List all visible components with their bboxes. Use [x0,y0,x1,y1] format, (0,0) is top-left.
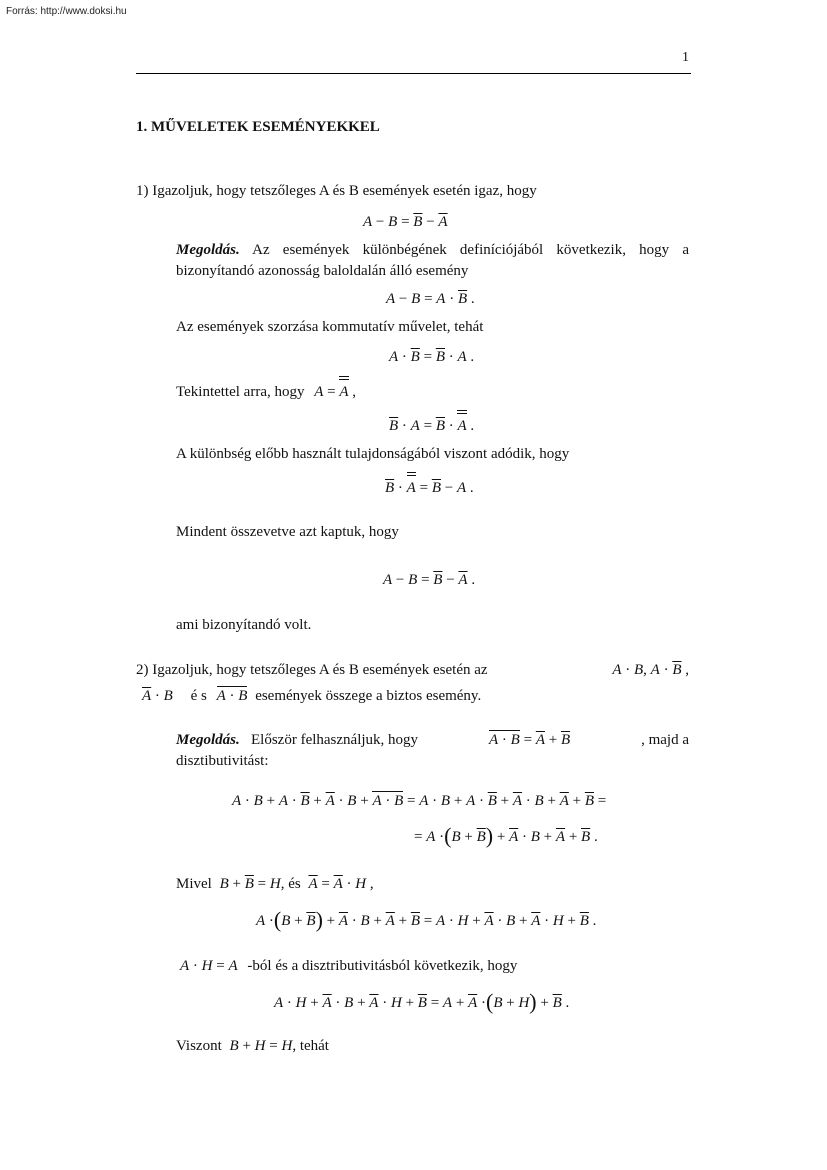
formula-commutative: $A \cdot \overline{B} = \overline{B} \cdot A$ . [389,349,475,365]
problem1-commutative-text: Az események szorzása kommutatív művelet, tehát [176,319,484,335]
problem2-statement-line1: 2) Igazoljuk, hogy tetszőleges A és B események esetén az A · B, $A \cdot \overline{B}$ , [136,660,689,681]
problem2-solution-line2: disztibutivitást: [176,753,269,769]
formula-distributive: = $A \cdot(B + \overline{B}) + \overline{A} \cdot B + \overline{A} + \overline{B}$ . [414,823,598,848]
formula-sum-expansion: $A \cdot B + A \cdot \overline{B} + \overline{A} \cdot B + A \cdot B = A \cdot B + A \cdot \overline{B} + \overline{A} \cdot B + \overline{A} + \overline{B}$ = [232,793,607,809]
solution-text-1: Az események különbégének definíciójából következik, hogy a [252,242,689,258]
solution2-text: Először felhasználjuk, hogy [251,732,419,748]
problem2-statement-tail: események összege a biztos esemény. [255,688,482,704]
source-label: Forrás: http://www.doksi.hu [6,6,127,17]
page-number: 1 [682,50,689,65]
problem1-double-complement-line: Tekintettel arra, hogy A = A , [176,382,356,403]
problem2-viszont-line: Viszont B + H = H, tehát [176,1038,329,1054]
problem1-statement: 1) Igazoljuk, hogy tetszőleges A és B események esetén igaz, hogy [136,183,537,199]
text-tekintettel: Tekintettel arra, hogy [176,384,305,400]
formula-difference-def: $A - B = A \cdot \overline{B}$ . [386,291,475,307]
header-rule [136,73,691,74]
text-es2: , és [280,876,301,892]
problem2-statement-line2: $\overline{A} \cdot B$ é s A · B események összege a biztos esemény. [142,688,482,704]
problem2-mivel-line: Mivel $B + \overline{B} = H$, és $\overline{A} = \overline{A} \cdot H$ , [176,876,374,892]
solution-label: Megoldás. [176,242,240,258]
solution2-text-b: , majd a [641,732,689,748]
problem1-summary-text: Mindent összevetve azt kaptuk, hogy [176,524,399,540]
text-bol: -ból és a disztributivitásból következik, hogy [247,958,518,974]
problem1-solution-line1 [176,240,689,261]
problem1-solution-line2: bizonyítandó azonosság baloldalán álló esemény [176,263,469,279]
problem1-formula: $A - B = \overline{B} - \overline{A}$ [363,214,448,230]
formula-difference-property: $\overline{B} \cdot A = \overline{B} - A$ . [385,480,474,496]
formula-substitution: $A \cdot(B + \overline{B}) + \overline{A} \cdot B + \overline{A} + \overline{B} = A \cdot H + \overline{A} \cdot B + \overline{A} \cdot H + \overline{B}$ . [256,907,597,932]
section-heading [136,119,380,136]
solution2-label: Megoldás. [176,732,240,748]
section-heading-text: 1. MŰVELETEK ESEMÉNYEKKEL [136,119,380,135]
problem2-statement-text: 2) Igazoljuk, hogy tetszőleges A és B események esetén az [136,662,488,678]
text-viszont: Viszont [176,1038,222,1054]
problem1-conclusion: ami bizonyítandó volt. [176,617,312,633]
formula-factor: $A \cdot H + \overline{A} \cdot B + \overline{A} \cdot H + \overline{B} = A + \overline{A} \cdot(B + H) + \overline{B}$ . [274,989,570,1014]
problem1-difference-property-text: A különbség előbb használt tulajdonságából viszont adódik, hogy [176,446,570,462]
text-es: é s [190,688,207,704]
formula-double-complement: $\overline{B} \cdot A = \overline{B} \cdot A$ . [389,418,475,434]
problem2-bol-line: A · H = A -ból és a disztributivitásból következik, hogy [180,958,518,974]
formula-result: $A - B = \overline{B} - \overline{A}$ . [383,572,476,588]
text-mivel: Mivel [176,876,212,892]
problem2-solution-line1: Megoldás. Először felhasználjuk, hogy $A \cdot B = \overline{A} + \overline{B}$ , majd a [176,730,689,751]
text-tehat: , tehát [292,1038,329,1054]
